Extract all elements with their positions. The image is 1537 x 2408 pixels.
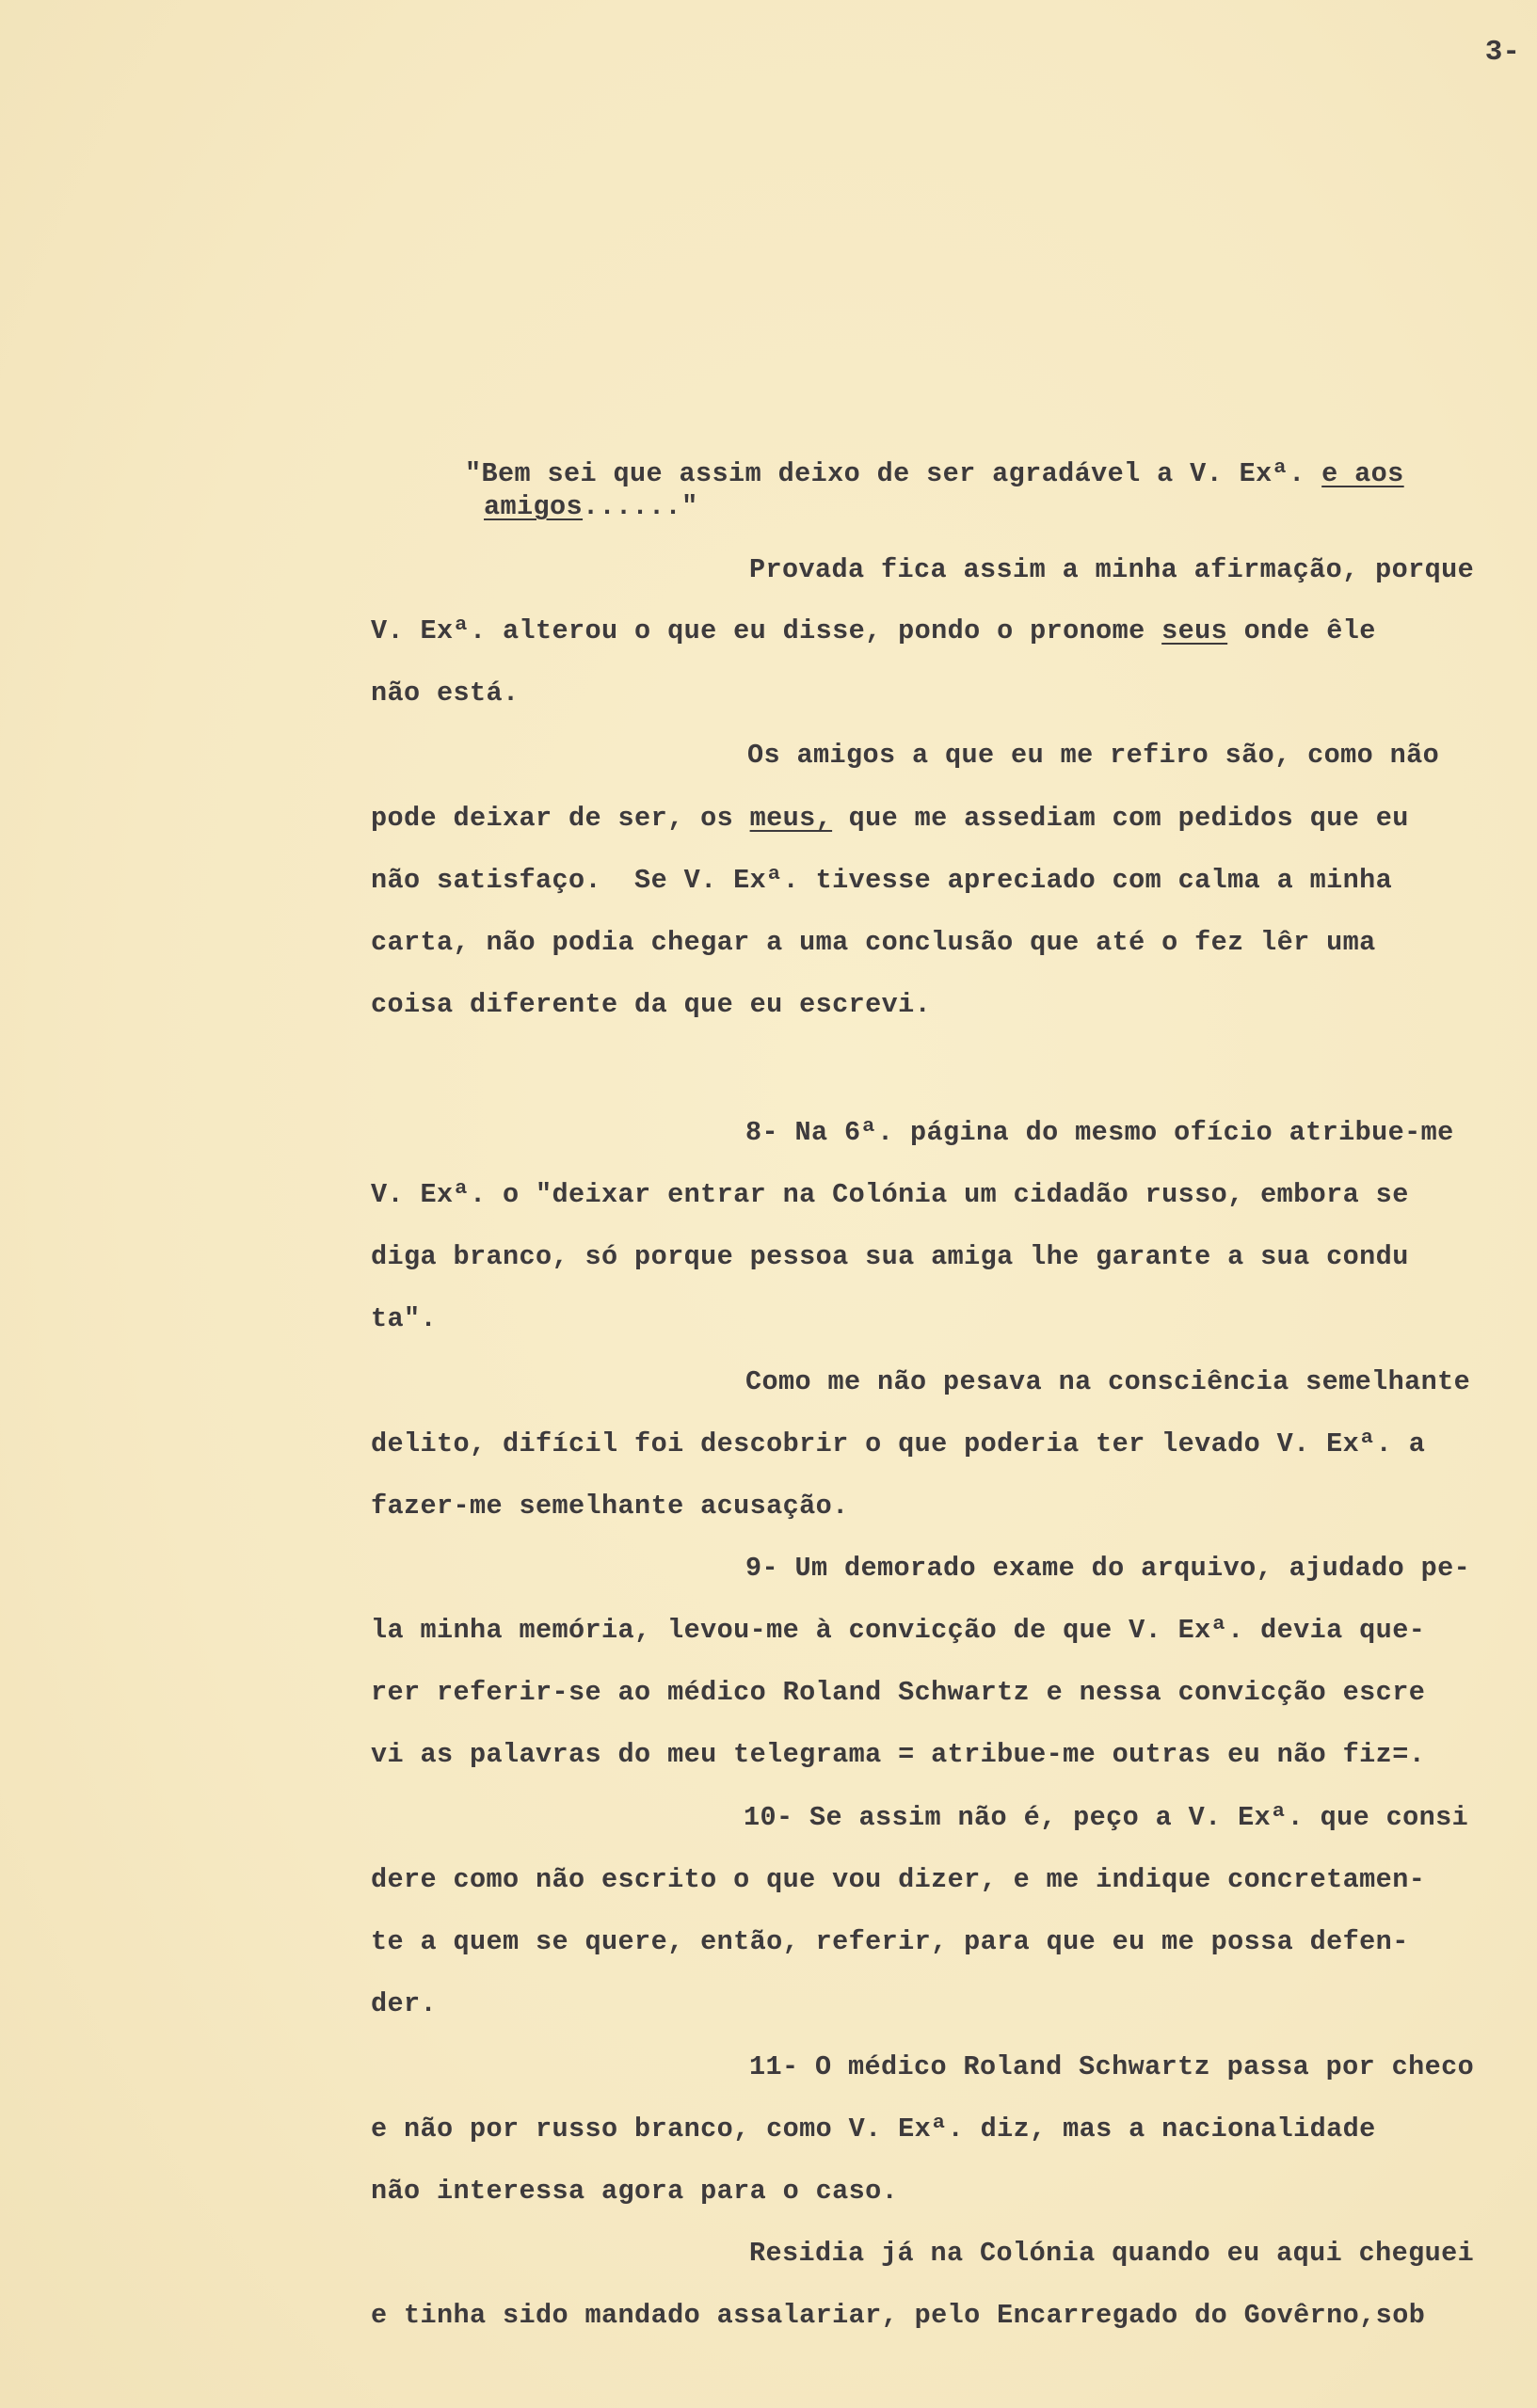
text-segment: "Bem sei que assim deixo de ser agradável a V. Exª. xyxy=(465,458,1322,489)
text-segment: carta, não podia chegar a uma conclusão que até o fez lêr uma xyxy=(371,927,1376,958)
text-line xyxy=(305,1268,437,1370)
text-segment: coisa diferente da que eu escrevi. xyxy=(371,989,932,1020)
text-line xyxy=(305,1954,437,2055)
text-segment: não está. xyxy=(371,678,520,709)
text-segment: pode deixar de ser, os xyxy=(371,803,750,834)
text-segment: diga branco, só porque pessoa sua amiga lhe garante a sua condu xyxy=(371,1241,1409,1272)
text-line xyxy=(418,456,698,558)
text-segment: delito, difícil foi descobrir o que poderia ter levado V. Exª. a xyxy=(371,1428,1426,1459)
text-segment: onde êle xyxy=(1227,615,1376,646)
text-line xyxy=(305,643,520,744)
text-segment: Como me não pesava na consciência semelhante xyxy=(745,1366,1471,1397)
text-segment: der. xyxy=(371,1988,438,2019)
text-segment: não satisfaço. Se V. Exª. tivesse apreciado com calma a minha xyxy=(371,865,1393,896)
underlined-text: amigos xyxy=(484,491,584,522)
underlined-text: meus, xyxy=(749,803,833,834)
text-segment: rer referir-se ao médico Roland Schwartz e nessa convicção escre xyxy=(371,1677,1426,1708)
text-segment: ta". xyxy=(371,1303,438,1334)
underlined-text: seus xyxy=(1161,615,1228,646)
text-segment: ......" xyxy=(583,491,698,522)
text-segment: que me assediam com pedidos que eu xyxy=(832,803,1409,834)
text-segment: Residia já na Colónia quando eu aqui cheguei xyxy=(749,2238,1475,2269)
text-segment: vi as palavras do meu telegrama = atribue-me outras eu não fiz=. xyxy=(371,1739,1426,1770)
text-segment: 8- Na 6ª. página do mesmo ofício atribue-me xyxy=(745,1117,1454,1148)
text-segment: Os amigos a que eu me refiro são, como não xyxy=(747,740,1440,771)
text-segment: te a quem se quere, então, referir, para que eu me possa defen- xyxy=(371,1926,1409,1957)
text-segment: e tinha sido mandado assalariar, pelo Encarregado do Govêrno,sob xyxy=(371,2300,1426,2331)
text-line xyxy=(305,1206,1409,1308)
text-segment: Provada fica assim a minha afirmação, porque xyxy=(749,554,1475,585)
text-line xyxy=(305,954,931,1056)
text-segment: la minha memória, levou-me à convicção de que V. Exª. devia que- xyxy=(371,1615,1426,1646)
text-segment: dere como não escrito o que vou dizer, e me indique concretamen- xyxy=(371,1864,1426,1895)
text-segment: 10- Se assim não é, peço a V. Exª. que consi xyxy=(744,1802,1469,1833)
text-segment: fazer-me semelhante acusação. xyxy=(371,1491,849,1522)
text-segment: e não por russo branco, como V. Exª. diz, mas a nacionalidade xyxy=(371,2113,1376,2145)
text-line xyxy=(305,1891,1409,1993)
text-line xyxy=(305,2265,1425,2367)
text-segment: V. Exª. alterou o que eu disse, pondo o pronome xyxy=(371,615,1162,646)
underlined-text: e aos xyxy=(1321,458,1404,489)
text-segment: V. Exª. o "deixar entrar na Colónia um cidadão russo, embora se xyxy=(371,1179,1409,1210)
text-segment: 9- Um demorado exame do arquivo, ajudado pe- xyxy=(745,1553,1471,1584)
page-number: 3- xyxy=(1484,36,1520,69)
text-segment: não interessa agora para o caso. xyxy=(371,2176,899,2207)
text-segment: 11- O médico Roland Schwartz passa por checo xyxy=(749,2051,1475,2082)
